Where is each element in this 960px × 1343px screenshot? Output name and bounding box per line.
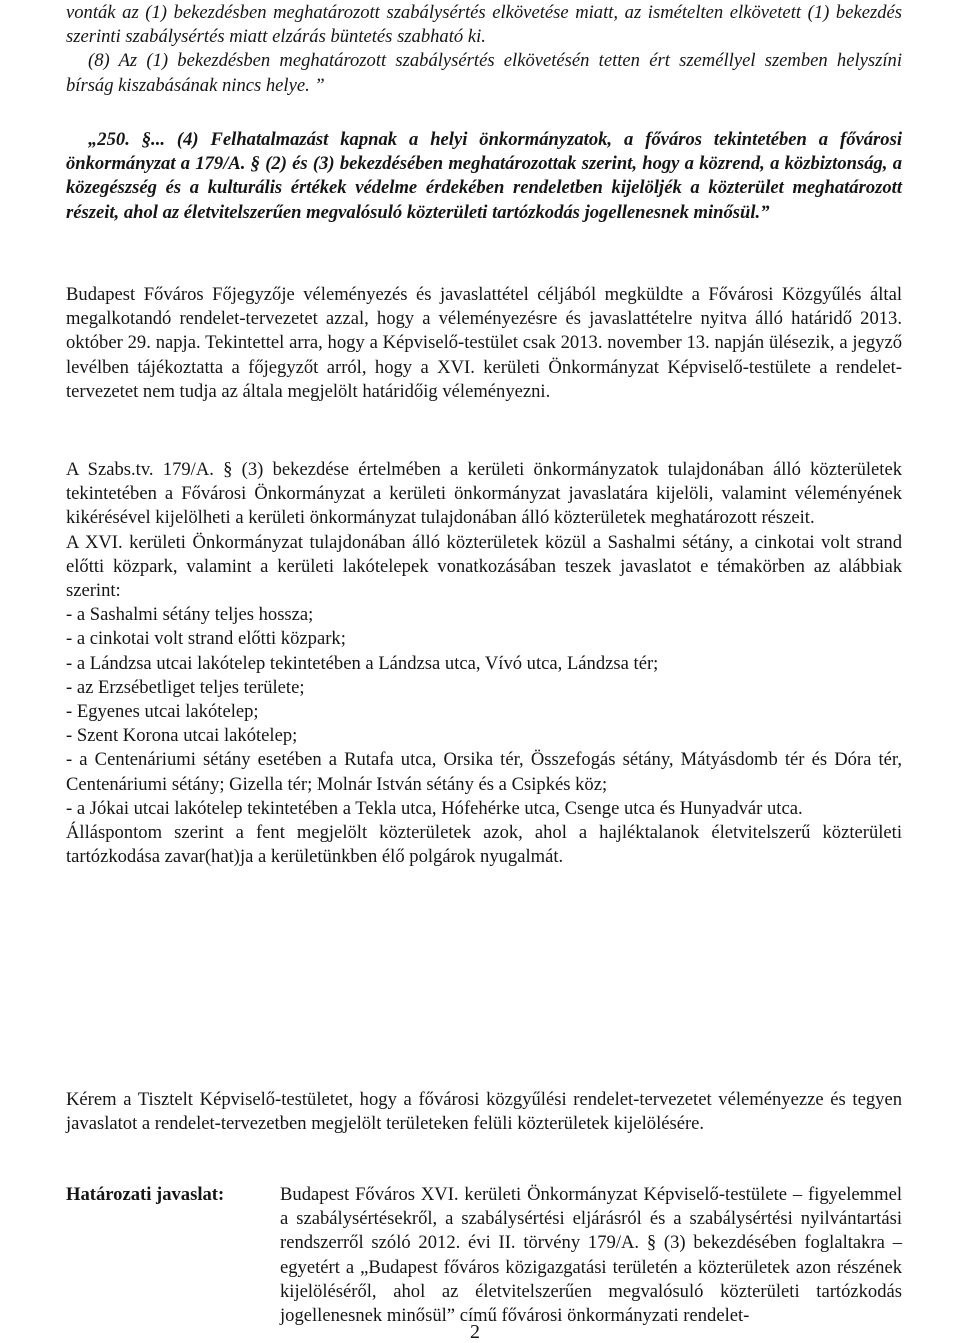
resolution-text: Budapest Főváros XVI. kerületi Önkormányzat Képviselő-testülete – figyelemmel a szabálysértésekről, a szabálysértési eljárásról és a szabálysértési nyilvántartási rendszerről szóló 2012. évi II. törvény 179/A. § (3) bekezdésében foglaltakra – egyetért a „Budapest főváros közigazgatási területén a közterületek azon részének kijelöléséről, ahol az életvitelszerűen megvalósuló közterületi tartózkodás jogellenesnek minősül” című fővárosi önkormányzati rendelet- <box>280 1184 902 1327</box>
list-item: - a Lándzsa utcai lakótelep tekintetében a Lándzsa utca, Vívó utca, Lándzsa tér; <box>66 652 659 674</box>
list-item: - az Erzsébetliget teljes területe; <box>66 676 305 698</box>
body-section-2 <box>66 458 902 869</box>
resolution-proposal <box>66 1183 902 1328</box>
list-item: - Szent Korona utcai lakótelep; <box>66 725 298 747</box>
list-item: - Egyenes utcai lakótelep; <box>66 701 259 723</box>
list-item: - a cinkotai volt strand előtti közpark; <box>66 628 346 650</box>
body-paragraph: A XVI. kerületi Önkormányzat tulajdonában álló közterületek közül a Sashalmi sétány, a cinkotai volt strand előtti közpark, valamint a kerületi lakótelepek vonatkozásában teszek javaslatot e témakörben az alábbiak szerint: <box>66 531 902 602</box>
list-item: - a Centenáriumi sétány esetében a Rutafa utca, Orsika tér, Összefogás sétány, Mátyásdomb tér és Dóra tér, Centenáriumi sétány; Gizella tér; Molnár István sétány és a Csipkés köz; <box>66 749 902 795</box>
quote-paragraph: vonták az (1) bekezdésben meghatározott szabálysértés elkövetése miatt, az ismételten elkövetett (1) bekezdés szerinti szabálysértés miatt elzárás büntetés szabható ki. <box>66 2 902 48</box>
proposal-list <box>66 603 902 821</box>
body-section-1 <box>66 283 902 404</box>
body-paragraph: A Szabs.tv. 179/A. § (3) bekezdése értelmében a kerületi önkormányzatok tulajdonában álló közterületek tekintetében a Fővárosi Önkormányzat a kerületi önkormányzat javaslatára kijelöli, valamint véleményének kikérésével kijelölheti a kerületi önkormányzat tulajdonában álló közterületek meghatározott részeit. <box>66 459 902 529</box>
quote-paragraph: „250. §... (4) Felhatalmazást kapnak a helyi önkormányzatok, a főváros tekintetében a fővárosi önkormányzat a 179/A. § (2) és (3) bekezdésében meghatározottak szerint, hogy a közrend, a közbiztonság, a közegészség és a kulturális értékek védelme érdekében rendeletben kijelöljék a közterület meghatározott részeit, ahol az életvitelszerűen megvalósuló közterületi tartózkodás jogellenesnek minősül.” <box>66 129 902 223</box>
list-item: - a Sashalmi sétány teljes hossza; <box>66 604 314 626</box>
quote-paragraph: (8) Az (1) bekezdésben meghatározott szabálysértés elkövetésén tetten ért személlyel szemben helyszíni bírság kiszabásának nincs helye. ” <box>66 50 902 96</box>
body-paragraph: Budapest Főváros Főjegyzője véleményezés és javaslattétel céljából megküldte a Fővárosi Közgyűlés által megalkotandó rendelet-tervezetet azzal, hogy a véleményezésre és javaslattételre nyitva álló határidő 2013. október 29. napja. Tekintettel arra, hogy a Képviselő-testület csak 2013. november 13. napján ülésezik, a jegyző levélben tájékoztatta a főjegyzőt arról, hogy a XVI. kerületi Önkormányzat Képviselő-testülete a rendelet-tervezetet nem tudja az általa megjelölt határidőig véleményezni. <box>66 284 902 402</box>
body-paragraph: Álláspontom szerint a fent megjelölt közterületek azok, ahol a hajléktalanok életvitelszerű közterületi tartózkodása zavar(hat)ja a kerületünkben élő polgárok nyugalmát. <box>66 822 902 868</box>
quoted-section-250 <box>66 128 902 225</box>
quoted-law-excerpt <box>66 1 902 98</box>
page-number: 2 <box>470 1321 480 1343</box>
body-paragraph: Kérem a Tisztelt Képviselő-testületet, hogy a fővárosi közgyűlési rendelet-tervezetet véleményezze és tegyen javaslatot a rendelet-tervezetben megjelölt területeken felüli közterületek kijelölésére. <box>66 1089 902 1135</box>
list-item: - a Jókai utcai lakótelep tekintetében a Tekla utca, Hófehérke utca, Csenge utca és Hunyadvár utca. <box>66 797 803 819</box>
body-section-3 <box>66 1088 902 1136</box>
resolution-label: Határozati javaslat: <box>66 1184 225 1205</box>
